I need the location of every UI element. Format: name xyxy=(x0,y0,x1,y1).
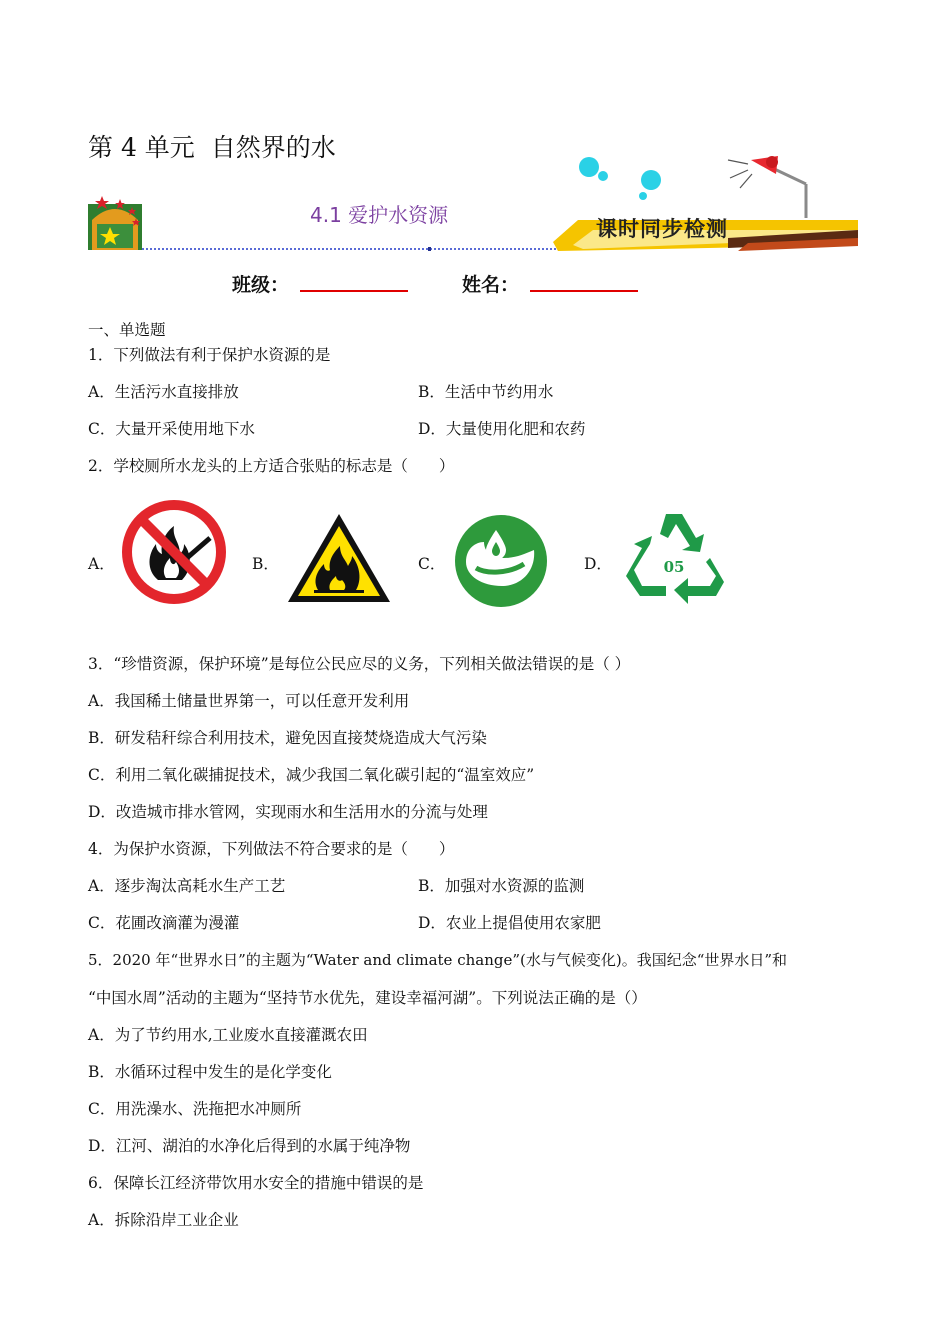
no-fire-sign-icon[interactable] xyxy=(118,498,230,606)
recycle-code: 05 xyxy=(663,558,685,576)
unit-title: 第 4 单元 自然界的水 xyxy=(88,133,336,162)
option-b[interactable]: B．水循环过程中发生的是化学变化 xyxy=(88,1063,332,1081)
option-d[interactable]: D． xyxy=(584,555,612,573)
option-d[interactable]: D．大量使用化肥和农药 xyxy=(418,420,586,438)
question-stem-continued: “中国水周”活动的主题为“坚持节水优先，建设幸福河湖”。下列说法正确的是（） xyxy=(88,989,647,1007)
option-d[interactable]: D．江河、湖泊的水净化后得到的水属于纯净物 xyxy=(88,1137,411,1155)
desk-lamp-icon xyxy=(728,156,806,218)
option-c[interactable]: C． xyxy=(418,555,446,573)
option-b[interactable]: B． xyxy=(252,555,279,573)
option-d[interactable]: D．农业上提倡使用农家肥 xyxy=(418,914,601,932)
question-stem: 1．下列做法有利于保护水资源的是 xyxy=(88,346,331,364)
lesson-banner xyxy=(88,150,858,260)
question-stem: 3．“珍惜资源，保护环境”是每位公民应尽的义务，下列相关做法错误的是（ ） xyxy=(88,655,631,673)
class-field[interactable] xyxy=(300,290,408,292)
option-a[interactable]: A．生活污水直接排放 xyxy=(88,383,239,401)
option-c[interactable]: C．用洗澡水、洗拖把水冲厕所 xyxy=(88,1100,302,1118)
question-stem: 6．保障长江经济带饮用水安全的措施中错误的是 xyxy=(88,1174,424,1192)
water-saving-icon[interactable] xyxy=(452,512,550,610)
option-b[interactable]: B．研发秸秆综合利用技术，避免因直接焚烧造成大气污染 xyxy=(88,729,487,747)
question-stem: 4．为保护水资源，下列做法不符合要求的是（ ） xyxy=(88,840,455,858)
option-d[interactable]: D．改造城市排水管网，实现雨水和生活用水的分流与处理 xyxy=(88,803,488,821)
option-b[interactable]: B．生活中节约用水 xyxy=(418,383,554,401)
banner-label: 课时同步检测 xyxy=(596,217,728,241)
option-c[interactable]: C．利用二氧化碳捕捉技术，减少我国二氧化碳引起的“温室效应” xyxy=(88,766,535,784)
option-c[interactable]: C．大量开采使用地下水 xyxy=(88,420,255,438)
option-a[interactable]: A．我国稀土储量世界第一，可以任意开发利用 xyxy=(88,692,410,710)
option-a[interactable]: A． xyxy=(88,555,115,573)
name-label: 姓名： xyxy=(462,274,520,296)
option-c[interactable]: C．花圃改滴灌为漫灌 xyxy=(88,914,240,932)
question-stem: 5．2020 年“世界水日”的主题为“Water and climate change”(水与气候变化)。我国纪念“世界水日”和 xyxy=(88,951,788,969)
flammable-warning-icon[interactable] xyxy=(284,510,394,606)
section-title: 一、单选题 xyxy=(88,321,166,339)
option-b[interactable]: B．加强对水资源的监测 xyxy=(418,877,585,895)
class-label: 班级： xyxy=(232,274,290,296)
recycle-05-icon[interactable] xyxy=(620,506,728,604)
name-field[interactable] xyxy=(530,290,638,292)
star-badge-icon xyxy=(88,196,142,250)
question-stem: 2．学校厕所水龙头的上方适合张贴的标志是（ ） xyxy=(88,457,455,475)
lesson-title: 4.1 爱护水资源 xyxy=(310,203,449,227)
option-a[interactable]: A．逐步淘汰高耗水生产工艺 xyxy=(88,877,286,895)
option-a[interactable]: A．拆除沿岸工业企业 xyxy=(88,1211,239,1229)
option-a[interactable]: A．为了节约用水,工业废水直接灌溉农田 xyxy=(88,1026,368,1044)
